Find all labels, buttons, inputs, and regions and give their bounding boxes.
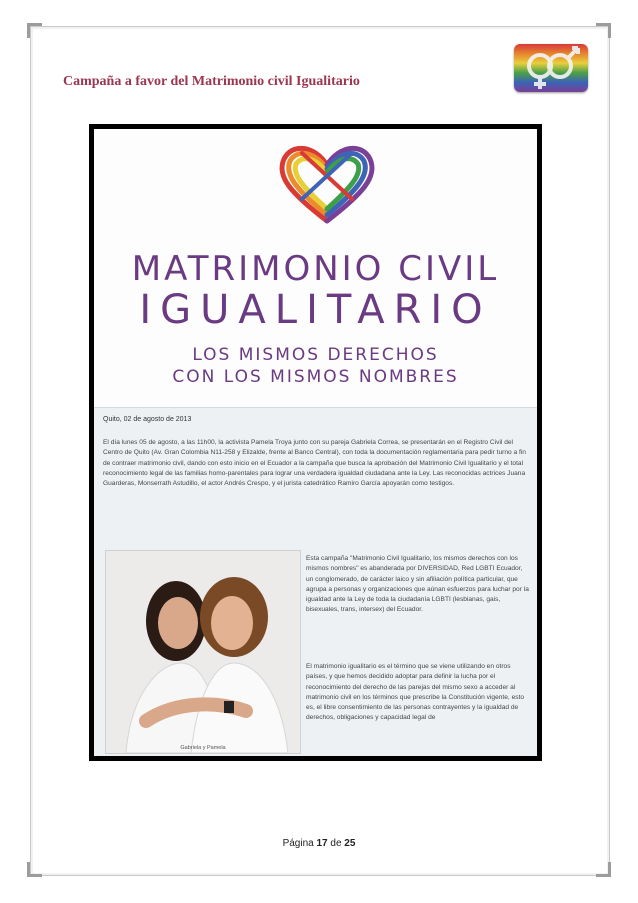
corner-ornament: [27, 23, 42, 38]
poster-title-line2: IGUALITARIO: [139, 287, 492, 333]
header-title: Campaña a favor del Matrimonio civil Igualitario: [63, 74, 360, 89]
article-paragraph: Esta campaña "Matrimonio Civil Igualitario, los mismos derechos con los mismos nombres" es abanderada por DIVERSIDAD, Red LGBTI Ecuador, un conglomerado, de carácter laico y sin afiliación política particular, que agrupa a personas y organizaciones que aúnan esfuerzos para luchar por la igualdad ante la Ley de toda la ciudadanía LGBTI (lesbianas, gais, bisexuales, trans, intersex) del Ecuador.: [306, 555, 529, 614]
photo-caption: Gabriela y Pamela: [180, 745, 226, 751]
page-footer: [0, 838, 638, 849]
poster-subtitle-line1: LOS MISMOS DERECHOS: [192, 345, 439, 365]
footer-separator: de: [330, 838, 342, 849]
article-paragraph: El matrimonio igualitario es el término que se viene utilizando en otros países, y que hemos decidido adoptar para definir la lucha por el reconocimiento del derecho de las parejas del mismo sexo a acceder al matrimonio civil en los términos que prescribe la Constitución vigente, esto es, el libre consentimiento de las personas contrayentes y la igualdad de derechos, obligaciones y capacidad legal de: [306, 663, 525, 722]
poster-subtitle-line2: CON LOS MISMOS NOMBRES: [172, 367, 459, 387]
newspaper-clipping: [89, 124, 542, 761]
footer-page-number: 17: [316, 838, 328, 849]
article-paragraph: El día lunes 05 de agosto, a las 11h00, la activista Pamela Troya junto con su pareja Gabriela Correa, se presentarán en el Registro Civil del Centro de Quito (Av. Gran Colombia N11-258 y Elizalde, frente al Banco Central), con toda la documentación reglamentaria para pedir turno a fin de contraer matrimonio civil, dando con esto inicio en el Ecuador a la campaña que busca la aprobación del Matrimonio Civil Igualitario y el total reconocimiento legal de las familias homo-parentales para lograr una verdadera igualdad ciudadana ante la Ley. Las reconocidas actrices Juana Guarderas, Monserrath Astudillo, el actor Andrés Crespo, y el jurista catedrático Ramiro García apoyarán como testigos.: [103, 439, 526, 488]
corner-ornament: [596, 862, 611, 877]
article-date: Quito, 02 de agosto de 2013: [103, 416, 192, 423]
corner-ornament: [27, 862, 42, 877]
article-block: [94, 407, 537, 756]
corner-ornament: [596, 23, 611, 38]
rainbow-heart-icon: [272, 139, 382, 227]
footer-total-pages: 25: [344, 838, 356, 849]
poster-title-line1: MATRIMONIO CIVIL: [131, 249, 500, 289]
footer-prefix: Página: [282, 838, 314, 849]
clipping-content: [94, 129, 537, 756]
couple-photo: [105, 550, 301, 754]
gender-symbols-rainbow-icon: [514, 44, 588, 92]
